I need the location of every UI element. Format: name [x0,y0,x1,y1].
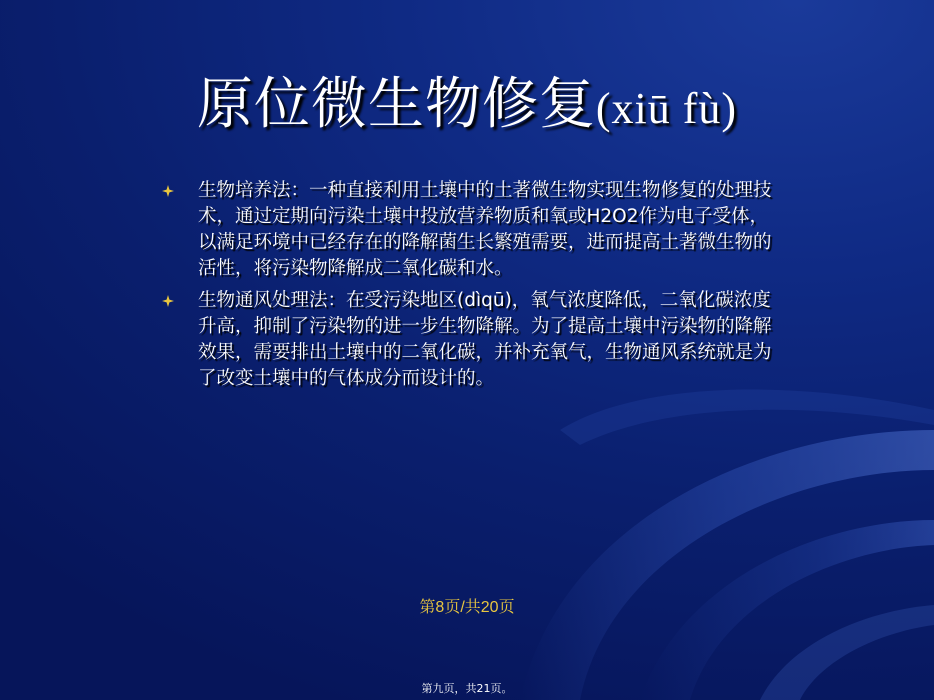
slide-title [0,60,934,140]
title-main: 原位微生物修复 [196,72,596,137]
bullet-text: 生物通风处理法：在受污染地区(dìqū)，氧气浓度降低，二氧化碳浓度升高，抑制了污染物的进一步生物降解。为了提高土壤中污染物的降解效果，需要排出土壤中的二氧化碳，并补充氧气，生物通风系统就是为了改变土壤中的气体成分而设计的。 [198,290,772,389]
bullet-item [160,288,780,392]
footer-note: 第九页，共21页。 [421,682,513,695]
page-indicator: 第8页/共20页 [419,599,515,616]
title-pinyin: (xiū fù) [595,84,738,133]
diamond-bullet-icon [162,185,174,197]
bullet-item [160,178,780,282]
diamond-bullet-icon [162,295,174,307]
bullet-list [160,178,780,398]
bullet-text: 生物培养法：一种直接利用土壤中的土著微生物实现生物修复的处理技术，通过定期向污染土壤中投放营养物质和氧或H2O2作为电子受体，以满足环境中已经存在的降解菌生长繁殖需要，进而提高土著微生物的活性，将污染物降解成二氧化碳和水。 [198,180,772,279]
